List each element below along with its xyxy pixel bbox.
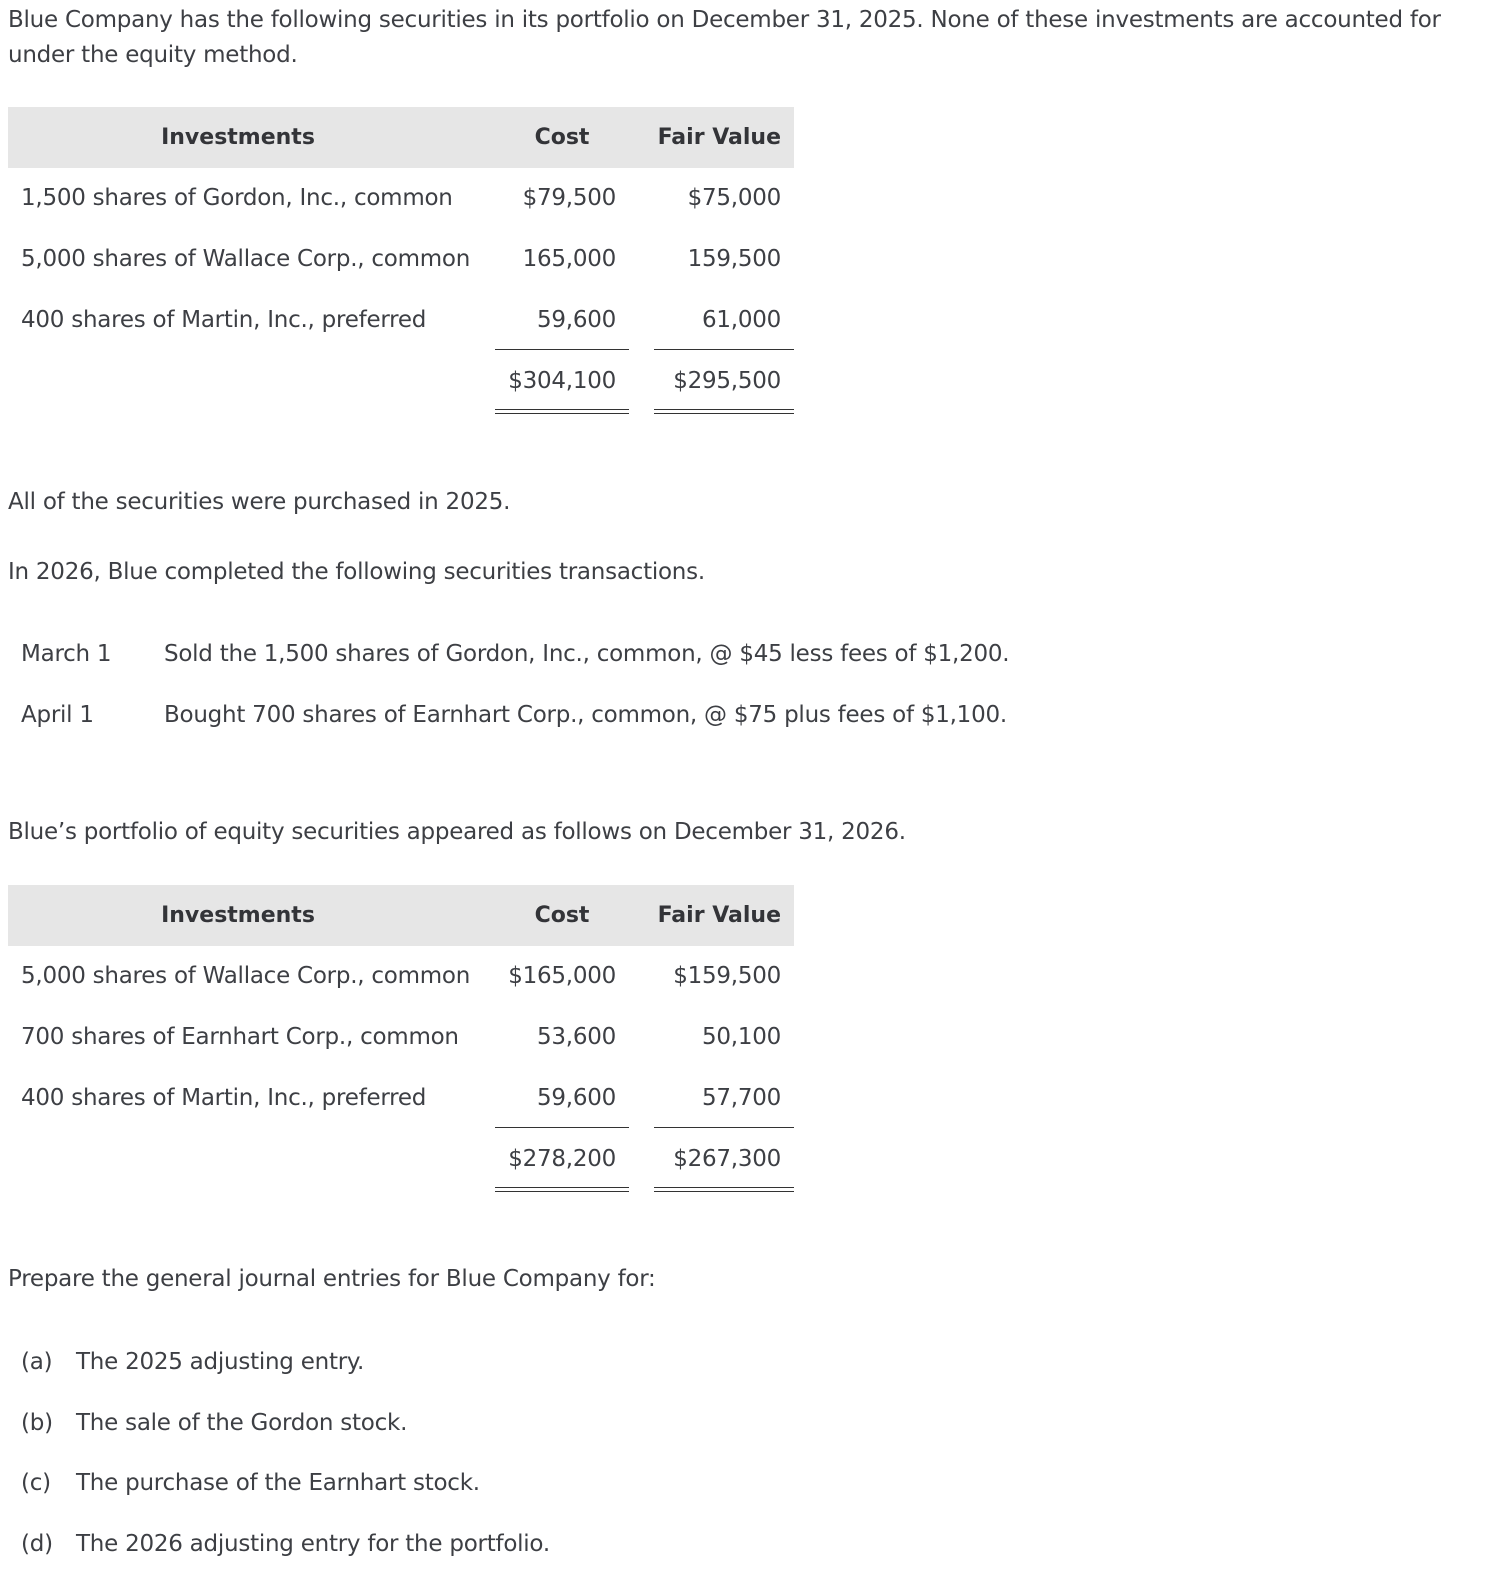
table-row: [8, 229, 794, 290]
investment-name: 5,000 shares of Wallace Corp., common: [21, 963, 471, 989]
fair-value: $75,000: [687, 185, 781, 211]
part-text: The purchase of the Earnhart stock.: [76, 1470, 480, 1496]
part-item: [21, 1453, 480, 1514]
table-row: [8, 168, 794, 229]
intro-paragraph: Blue Company has the following securities in its portfolio on December 31, 2025. None of these investments are accounted for under the equity method.: [8, 7, 1441, 68]
part-item: [21, 1514, 550, 1575]
total-fair-value: $295,500: [673, 368, 781, 394]
fair-value: 61,000: [702, 307, 781, 333]
transaction-date: March 1: [21, 641, 112, 667]
investment-name: 700 shares of Earnhart Corp., common: [21, 1024, 459, 1050]
part-text: The 2025 adjusting entry.: [76, 1349, 365, 1375]
transaction-date: April 1: [21, 702, 94, 728]
cost-value: 59,600: [537, 307, 616, 333]
table-row: [8, 1007, 794, 1068]
part-text: The sale of the Gordon stock.: [76, 1410, 408, 1436]
part-item: [21, 1332, 364, 1393]
part-label: (c): [21, 1470, 51, 1496]
totals-row: [8, 351, 794, 412]
fair-value: 57,700: [702, 1085, 781, 1111]
fair-value: 159,500: [687, 246, 781, 272]
double-rule-cost: [495, 409, 629, 414]
total-cost: $304,100: [508, 368, 616, 394]
purchased-note: All of the securities were purchased in 2025.: [8, 489, 511, 515]
subtotal-rule-fair-value: [654, 1127, 794, 1128]
portfolio-2026-intro: Blue’s portfolio of equity securities appeared as follows on December 31, 2026.: [8, 819, 906, 845]
part-label: (d): [21, 1531, 53, 1557]
double-rule-fair-value: [654, 409, 794, 414]
portfolio-2026-table: [8, 885, 794, 1190]
portfolio-2025-table: [8, 107, 794, 412]
transaction-row: [21, 685, 1007, 746]
part-item: [21, 1393, 407, 1454]
table-row: [8, 290, 794, 351]
double-rule-cost: [495, 1187, 629, 1192]
table-row: [8, 946, 794, 1007]
transaction-text: Sold the 1,500 shares of Gordon, Inc., common, @ $45 less fees of $1,200.: [164, 641, 1010, 667]
investment-name: 400 shares of Martin, Inc., preferred: [21, 1085, 427, 1111]
totals-row: [8, 1129, 794, 1190]
header-investments: Investments: [161, 903, 315, 928]
transaction-row: [21, 624, 1009, 685]
part-text: The 2026 adjusting entry for the portfolio.: [76, 1531, 550, 1557]
prepare-prompt: Prepare the general journal entries for Blue Company for:: [8, 1266, 656, 1292]
double-rule-fair-value: [654, 1187, 794, 1192]
header-cost: Cost: [534, 903, 590, 928]
header-investments: Investments: [161, 125, 315, 150]
cost-value: $165,000: [508, 963, 616, 989]
table-row: [8, 1068, 794, 1129]
subtotal-rule-cost: [495, 1127, 629, 1128]
part-label: (b): [21, 1410, 53, 1436]
cost-value: $79,500: [522, 185, 616, 211]
header-fair-value: Fair Value: [657, 903, 781, 928]
cost-value: 53,600: [537, 1024, 616, 1050]
total-fair-value: $267,300: [673, 1146, 781, 1172]
investment-name: 5,000 shares of Wallace Corp., common: [21, 246, 471, 272]
subtotal-rule-fair-value: [654, 349, 794, 350]
header-fair-value: Fair Value: [657, 125, 781, 150]
investment-name: 400 shares of Martin, Inc., preferred: [21, 307, 427, 333]
subtotal-rule-cost: [495, 349, 629, 350]
transaction-text: Bought 700 shares of Earnhart Corp., common, @ $75 plus fees of $1,100.: [164, 702, 1007, 728]
part-label: (a): [21, 1349, 53, 1375]
transactions-intro: In 2026, Blue completed the following securities transactions.: [8, 559, 705, 585]
fair-value: $159,500: [673, 963, 781, 989]
table-header: [8, 885, 794, 946]
header-cost: Cost: [534, 125, 590, 150]
investment-name: 1,500 shares of Gordon, Inc., common: [21, 185, 453, 211]
fair-value: 50,100: [702, 1024, 781, 1050]
total-cost: $278,200: [508, 1146, 616, 1172]
cost-value: 165,000: [522, 246, 616, 272]
cost-value: 59,600: [537, 1085, 616, 1111]
table-header: [8, 107, 794, 168]
